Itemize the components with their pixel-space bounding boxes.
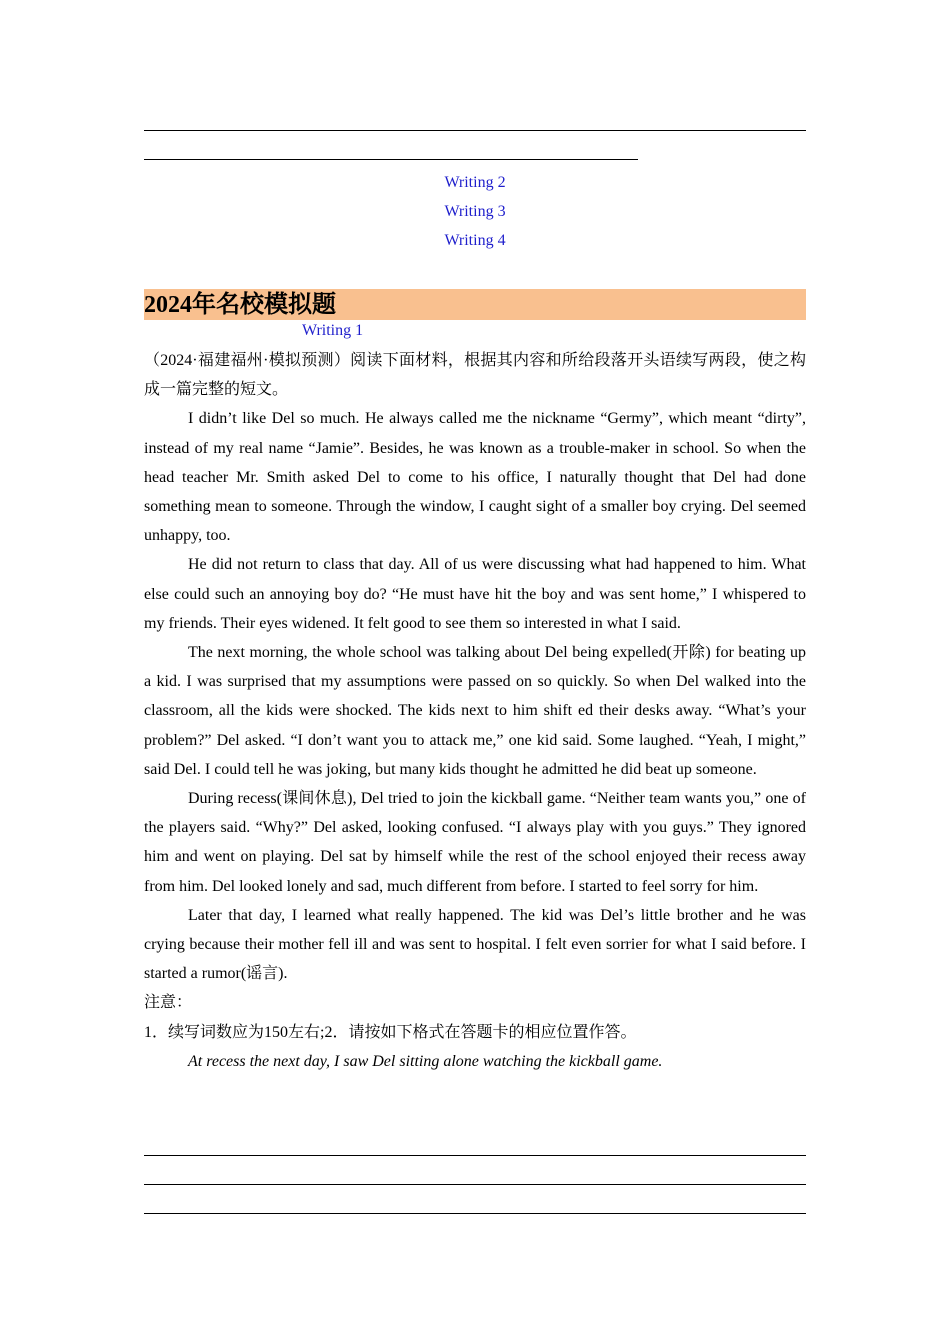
toc-link-writing-2[interactable]: Writing 2 [444, 174, 506, 191]
writing-1-link[interactable]: Writing 1 [302, 322, 364, 339]
answer-line [144, 159, 638, 160]
passage [144, 346, 806, 1076]
section-title: 2024年名校模拟题 [144, 292, 336, 318]
story-paragraph-2: He did not return to class that day. All of us were discussing what had happened to him. What else could such an annoying boy do? “He must have hit the boy and was sent home,” I whispered to my friends. Their eyes widened. It felt good to see them so interested in what I said. [144, 556, 806, 632]
answer-line [144, 1155, 806, 1156]
story-paragraph-4: During recess(课间休息), Del tried to join the kickball game. “Neither team wants you,” one of the players said. “Why?” Del asked, looking confused. “I always play with you guys.” They ignored him and went on playing. Del sat by himself while the rest of the school enjoyed their recess away from him. Del looked lonely and sad, much different from before. I started to feel sorry for him. [144, 790, 806, 895]
story-paragraph-3: The next morning, the whole school was talking about Del being expelled(开除) for beating up a kid. I was surprised that my assumptions were passed on so quickly. So when Del walked into the classroom, all the kids were shocked. The kids next to him shift ed their desks away. “What’s your problem?” Del asked. “I don’t want you to attack me,” one kid said. Some laughed. “Yeah, I might,” said Del. I could tell he was joking, but many kids thought he admitted he did beat up someone. [144, 644, 806, 778]
answer-line [144, 130, 806, 131]
notes-instruction: 1．续写词数应为150左右;2．请按如下格式在答题卡的相应位置作答。 [144, 1023, 637, 1041]
task-intro: （2024·福建福州·模拟预测）阅读下面材料，根据其内容和所给段落开头语续写两段，使之构成一篇完整的短文。 [144, 352, 806, 399]
answer-line [144, 1213, 806, 1214]
toc-link-writing-3[interactable]: Writing 3 [444, 203, 506, 220]
opening-line: At recess the next day, I saw Del sitting alone watching the kickball game. [188, 1052, 663, 1070]
story-paragraph-5: Later that day, I learned what really happened. The kid was Del’s little brother and he was crying because their mother fell ill and was sent to hospital. I felt even sorrier for what I said before. I started a rumor(谣言). [144, 906, 806, 983]
toc-link-writing-4[interactable]: Writing 4 [444, 232, 506, 249]
story-paragraph-1: I didn’t like Del so much. He always called me the nickname “Germy”, which meant “dirty”, instead of my real name “Jamie”. Besides, he was known as a trouble-maker in school. So when the head teacher Mr. Smith asked Del to come to his office, I naturally thought that Del had done something mean to someone. Through the window, I caught sight of a smaller boy crying. Del seemed unhappy, too. [144, 410, 806, 545]
answer-line [144, 1184, 806, 1185]
notes-label: 注意： [144, 994, 193, 1012]
